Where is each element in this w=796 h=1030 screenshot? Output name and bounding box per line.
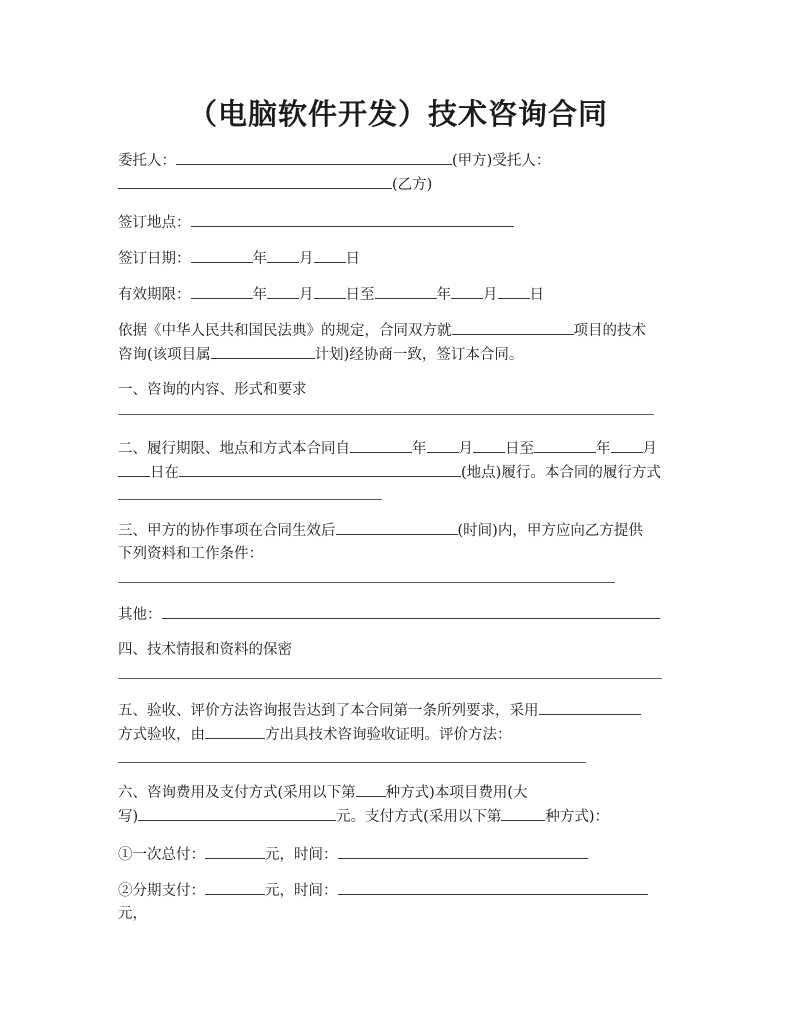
from-year-blank[interactable] — [350, 438, 412, 453]
client-name-blank[interactable] — [176, 150, 452, 165]
section-6-text: 六、咨询费用及支付方式(采用以下第 — [118, 785, 356, 801]
section-1-blank[interactable] — [118, 414, 654, 415]
section-3-line-1 — [118, 520, 643, 540]
year-text: 年 — [252, 251, 267, 267]
lump-sum-label: ①一次总付： — [118, 847, 205, 863]
client-label: 委托人： — [118, 153, 176, 169]
signing-date-label: 签订日期： — [118, 251, 191, 267]
party-b-label: (乙方) — [392, 177, 433, 193]
section-3-text-2: (时间)内，甲方应向乙方提供 — [457, 523, 643, 539]
trustee-label: (甲方)受托人： — [452, 153, 551, 169]
day-text: 日 — [529, 287, 544, 303]
trustee-line — [118, 174, 432, 194]
start-year-blank[interactable] — [191, 284, 253, 299]
basis-text-2: 项目的技术 — [573, 323, 646, 339]
section-4-blank[interactable] — [118, 678, 662, 679]
lump-sum-time-label: 元，时间： — [265, 847, 338, 863]
lump-sum-line — [118, 844, 588, 864]
to-day-blank[interactable] — [118, 462, 150, 477]
section-6-text-2: 种方式)本项目费用(大 — [385, 785, 528, 801]
time-blank[interactable] — [336, 520, 458, 535]
until-text: 日至 — [345, 287, 375, 303]
materials-blank[interactable] — [118, 582, 615, 583]
basis-text-3: 咨询(该项目属 — [118, 347, 211, 363]
section-6-line-1 — [118, 782, 527, 802]
installment-time-blank[interactable] — [338, 880, 648, 895]
year-blank[interactable] — [191, 248, 253, 263]
installment-label: ②分期支付： — [118, 883, 205, 899]
section-2-text: 二、履行期限、地点和方式本合同自 — [118, 441, 350, 457]
section-5-text: 五、验收、评价方法咨询报告达到了本合同第一条所列要求，采用 — [118, 703, 539, 719]
signing-date-line — [118, 248, 360, 268]
year-text: 年 — [412, 441, 427, 457]
day-at-text: 日在 — [150, 465, 179, 481]
section-5-line-2 — [118, 724, 512, 744]
other-label: 其他： — [118, 607, 162, 623]
validity-line — [118, 284, 544, 304]
installment-line — [118, 880, 648, 900]
section-2-text-2: (地点)履行。本合同的履行方式 — [461, 465, 661, 481]
from-month-blank[interactable] — [427, 438, 459, 453]
month-text: 月 — [483, 287, 498, 303]
other-blank[interactable] — [162, 604, 660, 619]
section-4-heading: 四、技术情报和资料的保密 — [118, 642, 292, 658]
section-6-text-3: 写) — [118, 809, 139, 825]
until-text: 日至 — [505, 441, 534, 457]
basis-line-1 — [118, 320, 646, 340]
signing-place-label: 签订地点： — [118, 215, 191, 231]
plan-blank[interactable] — [211, 344, 315, 359]
lump-sum-amount-blank[interactable] — [205, 844, 265, 859]
lump-sum-time-blank[interactable] — [338, 844, 588, 859]
page-title: （电脑软件开发）技术咨询合同 — [187, 97, 608, 131]
end-year-blank[interactable] — [375, 284, 437, 299]
to-month-blank[interactable] — [611, 438, 643, 453]
client-line — [118, 150, 550, 170]
month-text: 月 — [299, 251, 314, 267]
validity-label: 有效期限： — [118, 287, 191, 303]
project-name-blank[interactable] — [452, 320, 574, 335]
section-6-text-4: 元。支付方式(采用以下第 — [336, 809, 502, 825]
section-3-text: 三、甲方的协作事项在合同生效后 — [118, 523, 336, 539]
installment-time-label: 元，时间： — [265, 883, 338, 899]
year-text: 年 — [252, 287, 267, 303]
to-year-blank[interactable] — [534, 438, 596, 453]
month-blank[interactable] — [267, 248, 299, 263]
from-day-blank[interactable] — [473, 438, 505, 453]
month-text: 月 — [458, 441, 473, 457]
section-5-line-1 — [118, 700, 641, 720]
section-1-heading: 一、咨询的内容、形式和要求 — [118, 382, 307, 398]
method-number-blank[interactable] — [356, 782, 386, 797]
signing-place-blank[interactable] — [191, 212, 514, 227]
basis-line-2 — [118, 344, 523, 364]
section-6-line-2 — [118, 806, 609, 826]
location-blank[interactable] — [179, 462, 461, 477]
start-day-blank[interactable] — [314, 284, 346, 299]
signing-place-line — [118, 212, 514, 232]
year-text: 年 — [596, 441, 611, 457]
fulfillment-method-blank[interactable] — [118, 499, 382, 500]
section-5-text-2: 方式验收，由 — [118, 727, 205, 743]
section-5-text-3: 方出具技术咨询验收证明。评价方法： — [265, 727, 512, 743]
trustee-name-blank[interactable] — [118, 174, 392, 189]
section-2-line-2 — [118, 462, 661, 482]
section-3-line-2: 下列资料和工作条件： — [118, 546, 263, 562]
section-6-text-5: 种方式)： — [545, 809, 609, 825]
installment-line-2: 元， — [118, 906, 147, 922]
section-2-line-1 — [118, 438, 657, 458]
acceptance-method-blank[interactable] — [539, 700, 641, 715]
amount-words-blank[interactable] — [138, 806, 336, 821]
day-text: 日 — [345, 251, 360, 267]
end-month-blank[interactable] — [451, 284, 483, 299]
end-day-blank[interactable] — [498, 284, 530, 299]
basis-text-4: 计划)经协商一致，签订本合同。 — [314, 347, 524, 363]
month-text: 月 — [299, 287, 314, 303]
basis-text: 依据《中华人民共和国民法典》的规定，合同双方就 — [118, 323, 452, 339]
day-blank[interactable] — [314, 248, 346, 263]
evaluation-method-blank[interactable] — [118, 762, 586, 763]
payment-method-number-blank[interactable] — [501, 806, 545, 821]
year-text: 年 — [436, 287, 451, 303]
month-text: 月 — [642, 441, 657, 457]
start-month-blank[interactable] — [267, 284, 299, 299]
party-blank[interactable] — [205, 724, 265, 739]
installment-amount-blank[interactable] — [205, 880, 265, 895]
other-line — [118, 604, 660, 624]
